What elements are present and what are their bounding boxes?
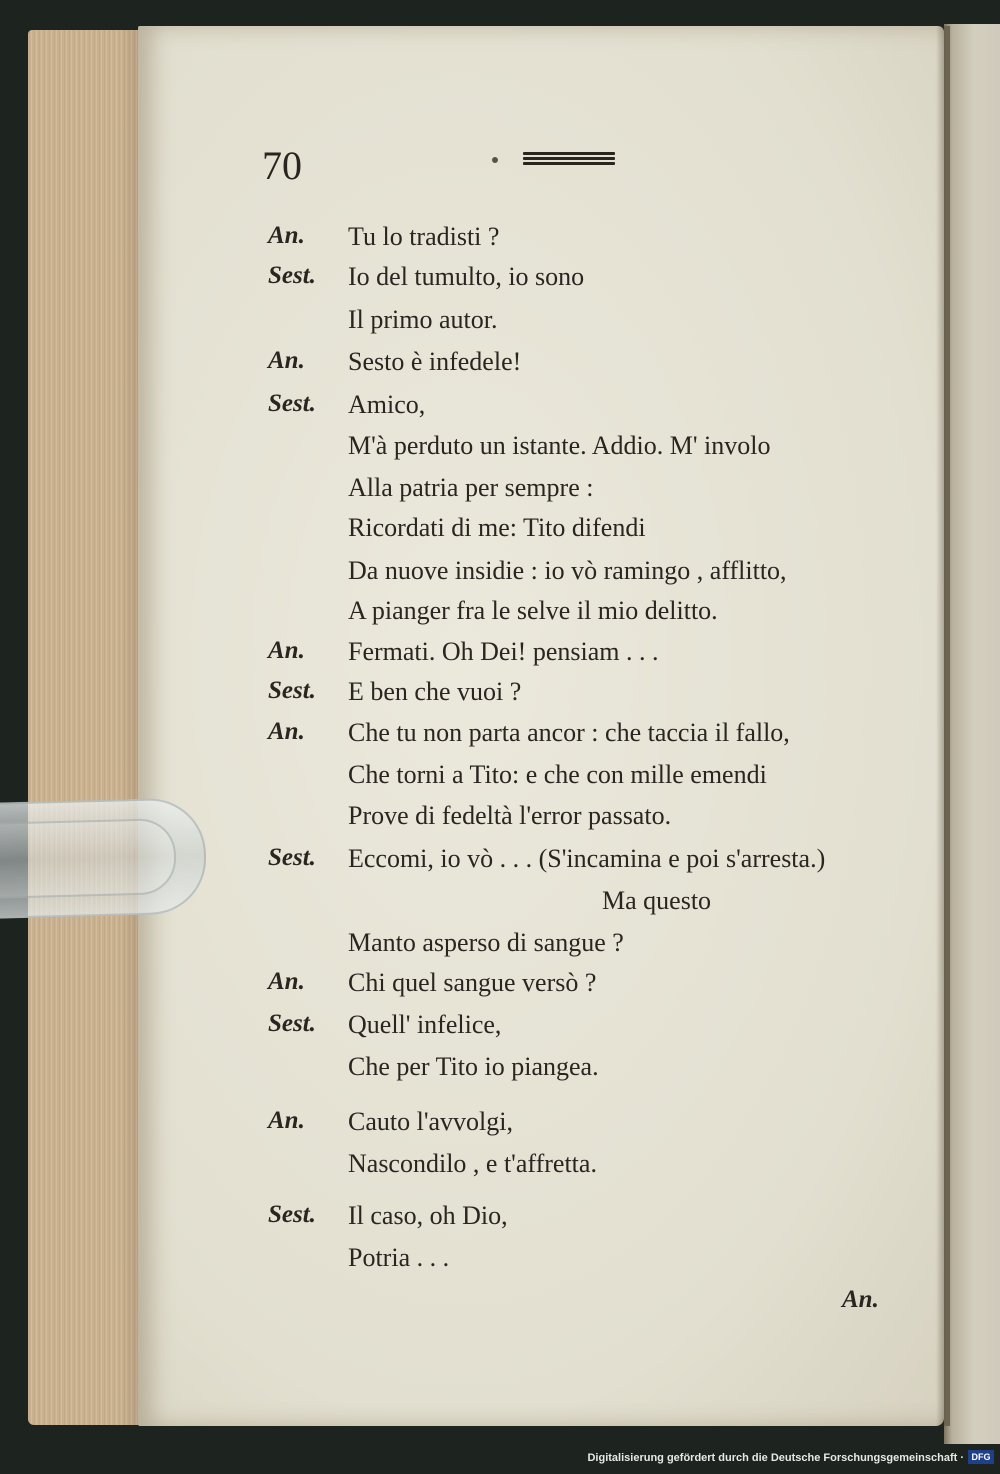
line-text: Chi quel sangue versò ? (348, 968, 597, 997)
line-text: Eccomi, io vò . . . (S'incamina e poi s'arresta.) (348, 844, 826, 873)
script-line (0, 1149, 940, 1189)
script-line (0, 222, 940, 262)
script-line (0, 390, 940, 430)
script-line (0, 637, 940, 677)
line-text: Che torni a Tito: e che con mille emendi (348, 760, 767, 789)
script-line (0, 760, 940, 800)
speaker-label: An. (268, 347, 305, 374)
line-text: E ben che vuoi ? (348, 677, 522, 706)
script-line (0, 677, 940, 717)
script-line (0, 718, 940, 758)
script-line (0, 1201, 940, 1241)
script-line (0, 556, 940, 596)
line-text: Quell' infelice, (348, 1010, 502, 1039)
speaker-label: An. (268, 1107, 305, 1134)
speaker-label: An. (268, 637, 305, 664)
speaker-label: Sest. (268, 390, 316, 417)
line-text: Tu lo tradisti ? (348, 222, 500, 251)
script-line (0, 473, 940, 513)
speaker-label: An. (268, 968, 305, 995)
line-text: Da nuove insidie : io vò ramingo , afflitto, (348, 556, 787, 585)
line-text: Il primo autor. (348, 305, 498, 334)
script-line (0, 513, 940, 553)
line-text: M'à perduto un istante. Addio. M' involo (348, 431, 771, 460)
script-line (0, 305, 940, 345)
page-number: 70 (262, 143, 302, 188)
script-line (0, 596, 940, 636)
line-text: A pianger fra le selve il mio delitto. (348, 596, 718, 625)
script-line (0, 262, 940, 302)
script-line (0, 431, 940, 471)
digitization-credit: Digitalisierung gefördert durch die Deutsche Forschungsgemeinschaft · (587, 1452, 964, 1464)
speaker-label: Sest. (268, 262, 316, 289)
line-text: Potria . . . (348, 1243, 450, 1272)
script-line (0, 1243, 940, 1283)
line-text: Alla patria per sempre : (348, 473, 594, 502)
line-text: Che per Tito io piangea. (348, 1052, 599, 1081)
speaker-label: Sest. (268, 1201, 316, 1228)
dfg-logo: DFG (968, 1450, 994, 1464)
speaker-label: Sest. (268, 1010, 316, 1037)
line-text: Io del tumulto, io sono (348, 262, 585, 291)
script-line (0, 968, 940, 1008)
script-line (0, 1010, 940, 1050)
ornament-dot (492, 157, 498, 163)
script-line (0, 1107, 940, 1147)
facing-page-edge (944, 24, 1000, 1444)
speaker-label: An. (268, 222, 305, 249)
script-line (0, 928, 940, 968)
line-text: Che tu non parta ancor : che taccia il fallo, (348, 718, 790, 747)
line-text: Ma questo (602, 886, 712, 915)
bookmark-clip (0, 797, 207, 919)
speaker-label: Sest. (268, 844, 316, 871)
line-text: Sesto è infedele! (348, 347, 522, 376)
header-rule-ornament (523, 152, 615, 166)
catchword: An. (842, 1286, 879, 1313)
speaker-label: An. (268, 718, 305, 745)
speaker-label: Sest. (268, 677, 316, 704)
line-text: Manto asperso di sangue ? (348, 928, 624, 957)
bookmark-clip-inner (0, 818, 177, 899)
line-text: Il caso, oh Dio, (348, 1201, 508, 1230)
line-text: Ricordati di me: Tito difendi (348, 513, 646, 542)
script-line (0, 347, 940, 387)
script-line (0, 1052, 940, 1092)
line-text: Cauto l'avvolgi, (348, 1107, 514, 1136)
line-text: Fermati. Oh Dei! pensiam . . . (348, 637, 659, 666)
line-text: Amico, (348, 390, 426, 419)
line-text: Prove di fedeltà l'error passato. (348, 801, 672, 830)
line-text: Nascondilo , e t'affretta. (348, 1149, 597, 1178)
